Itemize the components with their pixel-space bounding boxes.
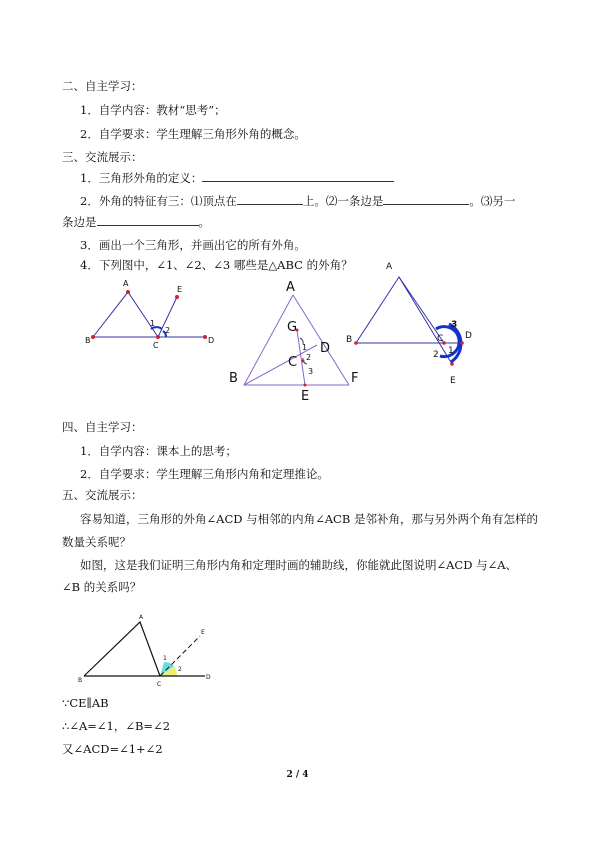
fig1-label-d: D (208, 336, 215, 345)
fig3-label-c: C (437, 334, 444, 344)
fig4-angle-2: 2 (178, 666, 182, 673)
fig1-angle-2: 2 (165, 326, 171, 335)
fig3-label-d: D (465, 331, 472, 341)
fig2-label-e: E (301, 389, 310, 404)
fig2-label-b: B (229, 371, 238, 386)
fig4-label-e: E (201, 629, 205, 636)
section-2-title: 二、自主学习： (62, 79, 143, 93)
s3-q2-e: 。 (198, 215, 210, 229)
fig3-angle-1: 1 (448, 346, 454, 356)
s3-q1-text: 1．三角形外角的定义： (80, 171, 203, 185)
s5-para-1a: 容易知道，三角形的外角∠ACD 与相邻的内角∠ACB 是邻补角，那与另外两个角有怎样的 (80, 512, 538, 526)
fig2-label-c: C (288, 355, 298, 370)
s3-q2-c: 。⑶另一 (469, 194, 516, 208)
fig3-angle-3: 3 (451, 320, 458, 330)
s3-q3: 3．画出一个三角形，并画出它的所有外角。 (80, 238, 306, 252)
s5-para-2b: ∠B 的关系吗？ (62, 580, 142, 594)
proof-line-2: ∴∠A=∠1，∠B=∠2 (62, 719, 171, 733)
section-5-title: 五、交流展示： (62, 488, 143, 502)
s5-para-1b: 数量关系呢？ (62, 535, 131, 549)
proof-line-1: ∵CE∥AB (62, 696, 109, 710)
fig3-label-b: B (346, 335, 353, 345)
fig4-label-b: B (78, 677, 83, 684)
fig2-label-f: F (351, 371, 359, 386)
s3-q4: 4．下列图中，∠1、∠2、∠3 哪些是△ABC 的外角？ (80, 258, 353, 272)
s3-q2-b: 上。⑵一条边是 (302, 194, 384, 208)
fig3-label-a: A (386, 262, 393, 272)
fig2-label-g: G (287, 320, 298, 335)
fig4-label-a: A (139, 614, 144, 621)
page-number: 2 / 4 (286, 770, 309, 780)
fig1-label-c: C (153, 341, 159, 350)
fig4-label-d: D (206, 674, 211, 681)
fig2-angle-1: 1 (302, 343, 308, 352)
fig1-label-e: E (177, 285, 183, 294)
fig1-label-a: A (123, 279, 129, 288)
fig1-angle-1: 1 (150, 319, 156, 328)
section-4-title: 四、自主学习： (62, 420, 143, 434)
s2-item-2: 2．自学要求：学生理解三角形外角的概念。 (80, 127, 306, 141)
fig2-label-d: D (320, 341, 331, 356)
s2-item-1: 1．自学内容：教材“思考”； (80, 103, 226, 117)
fig2-angle-2: 2 (306, 353, 312, 362)
fig2-angle-3: 3 (308, 367, 314, 376)
s4-item-2: 2．自学要求：学生理解三角形内角和定理推论。 (80, 467, 329, 481)
s5-para-2a: 如图，这是我们证明三角形内角和定理时画的辅助线，你能就此图说明∠ACD 与∠A、 (80, 558, 518, 572)
fig3-angle-2: 2 (433, 350, 439, 360)
fig4-angle-1: 1 (163, 655, 167, 662)
fig4-label-c: C (157, 681, 162, 688)
fig1-label-b: B (85, 336, 91, 345)
s3-q2-d: 条边是 (62, 215, 97, 229)
fig3-label-e: E (450, 376, 456, 386)
proof-line-3: 又∠ACD=∠1+∠2 (62, 742, 163, 756)
s4-item-1: 1．自学内容：课本上的思考； (80, 444, 237, 458)
fig4-triangle-sides (84, 622, 160, 676)
fig2-label-a: A (286, 280, 295, 295)
s3-q2-a: 2．外角的特征有三：⑴顶点在 (80, 194, 237, 208)
section-3-title: 三、交流展示： (62, 150, 143, 164)
